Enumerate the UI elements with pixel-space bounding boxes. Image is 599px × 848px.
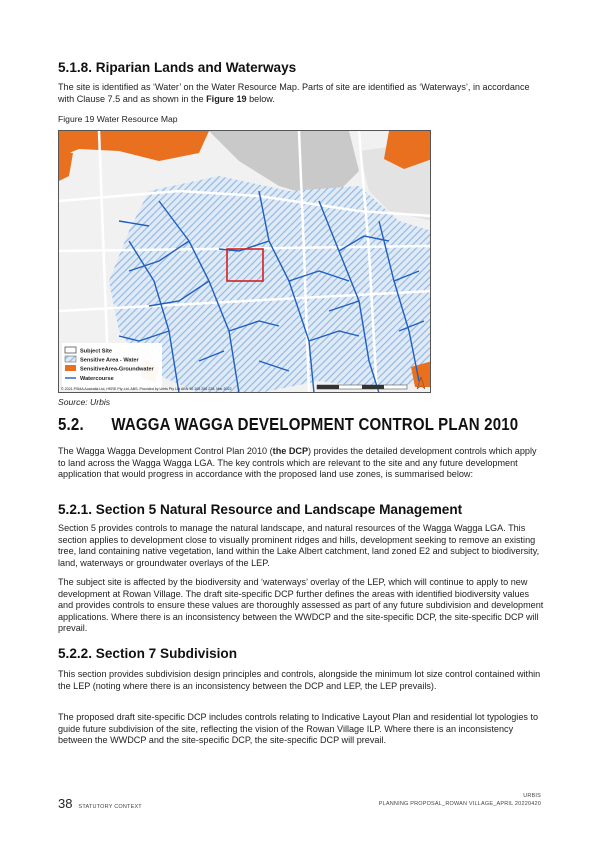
dcp-text-b: ) provides the detailed development controls which apply to land across the Wagga Wagga LGA. The key controls which are relevant to the site and any future development application that would progress in accordance with the proposed land use zones, is summarised below: — [58, 446, 537, 480]
figure-source: Source: Urbis — [58, 397, 111, 407]
section-heading-5-2 — [58, 414, 518, 435]
map-legend — [62, 343, 162, 389]
footer-section: STATUTORY CONTEXT — [78, 804, 142, 810]
section-heading-5-2-1: 5.2.1. Section 5 Natural Resource and Landscape Management — [58, 502, 463, 517]
dcp-intro-paragraph — [58, 446, 546, 481]
figure-caption: Figure 19 Water Resource Map — [58, 114, 178, 124]
section-heading-5-2-2: 5.2.2. Section 7 Subdivision — [58, 646, 238, 661]
footer-document: PLANNING PROPOSAL_ROWAN VILLAGE_APRIL 20220420 — [378, 801, 541, 807]
footer-company: URBIS — [523, 793, 541, 799]
section-heading-5-1-8: 5.1.8. Riparian Lands and Waterways — [58, 60, 297, 75]
dcp-abbrev: the DCP — [272, 446, 309, 456]
riparian-text-b: below. — [246, 93, 275, 104]
legend-swatch-subject-site — [65, 347, 76, 353]
footer-right — [379, 792, 541, 808]
section-number: 5.2. — [58, 414, 84, 434]
page-number: 38 — [58, 796, 73, 811]
map-copyright: © 2021 PSMA Australia Ltd, HERE Pty Ltd. ABS. Provided by Urbis Pty Ltd ABN 50 105 256 228, Mar 2022 — [61, 387, 232, 391]
legend-sensitive-groundwater: SensitiveArea-Groundwater — [80, 366, 154, 373]
legend-swatch-groundwater — [65, 365, 76, 371]
figure-19-link[interactable]: Figure 19 — [206, 93, 247, 104]
dcp-text-a: The Wagga Wagga Development Control Plan 2010 ( — [58, 446, 273, 456]
footer-left — [58, 795, 142, 813]
riparian-text-a: The site is identified as ‘Water’ on the Water Resource Map. Parts of site are identified as ‘Waterways’, in accordance with Clause 7.5 and as shown in the — [58, 82, 530, 104]
section-5-paragraph-1: Section 5 provides controls to manage the natural landscape, and natural resources of the Wagga Wagga LGA. This section applies to development close to visually prominent ridges and hills, development seeking to remove an existing tree, land containing native vegetation, land within the Lake Albert catchment, land zoned E2 and subject to biodiversity, land, waterways or groundwater overlays of the LEP. — [58, 523, 540, 568]
legend-swatch-water — [65, 356, 76, 362]
section-title: WAGGA WAGGA DEVELOPMENT CONTROL PLAN 2010 — [111, 414, 519, 434]
section-5-paragraph-2: The subject site is affected by the biodiversity and ‘waterways’ overlay of the LEP, which will continue to apply to new development at Rowan Village. The draft site-specific DCP further defines the areas with identified biodiversity values and provides controls to ensure these values are thoroughly assessed as part of any future subdivision and development applications. Where there is an inconsistency between the WWDCP and the site-specific DCP, the site-specific DCP will prevail. — [58, 577, 544, 634]
scale-bar — [317, 385, 407, 389]
section-7-paragraph-2: The proposed draft site-specific DCP includes controls relating to Indicative Layout Plan and residential lot typologies to guide future subdivision of the site, reflecting the vision of the Rowan Village ILP. Where there is an inconsistency between the WWDCP and the site-specific DCP, the site-specific DCP will prevail. — [58, 712, 539, 746]
section-7-paragraph-1: This section provides subdivision design principles and controls, alongside the minimum lot size control contained within the LEP (noting where there is an inconsistency between the DCP and LEP, the LEP prevails). — [58, 669, 541, 691]
legend-watercourse: Watercourse — [80, 376, 114, 382]
legend-subject-site: Subject Site — [80, 348, 113, 355]
map-svg — [59, 131, 431, 393]
riparian-paragraph — [58, 82, 546, 105]
legend-sensitive-water: Sensitive Area - Water — [80, 357, 139, 364]
water-resource-map — [58, 130, 431, 393]
